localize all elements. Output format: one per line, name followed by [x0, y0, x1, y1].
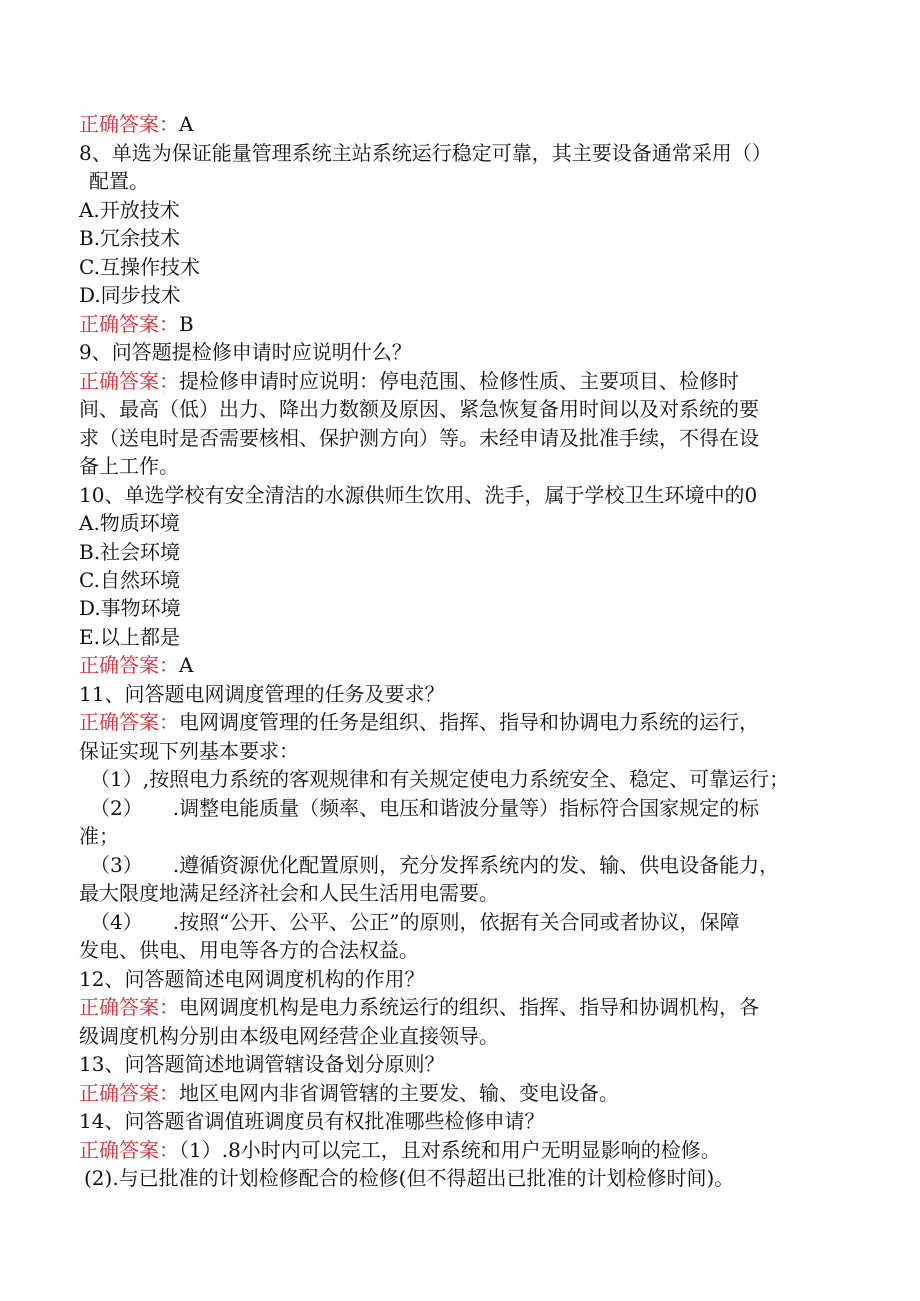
answer-text: 发电、供电、用电等各方的合法权益。: [79, 938, 419, 962]
answer-label: 正确答案：: [79, 112, 179, 136]
question-13: 13、问答题简述地调管辖设备划分原则？: [79, 1052, 445, 1076]
answer-text: 提检修申请时应说明：停电范围、检修性质、主要项目、检修时: [179, 369, 739, 393]
option-b: B.社会环境: [79, 540, 181, 564]
answer-text: 准；: [79, 824, 119, 848]
option-b: B.冗余技术: [79, 226, 181, 250]
answer-label: 正确答案：: [79, 312, 179, 336]
answer-label: 正确答案：: [79, 995, 179, 1019]
answer-line-q11: [79, 708, 759, 736]
answer-label: 正确答案：: [79, 653, 179, 677]
option-e: E.以上都是: [79, 625, 180, 649]
answer-item-2: （2） .调整电能质量（频率、电压和谐波分量等）指标符合国家规定的标: [90, 796, 760, 820]
option-c: C.互操作技术: [79, 255, 200, 279]
answer-item-1: （1）,按照电力系统的客观规律和有关规定使电力系统安全、稳定、可靠运行；: [90, 767, 790, 791]
option-d: D.事物环境: [79, 596, 181, 620]
answer-value: A: [179, 112, 194, 136]
question-8-continued: 配置。: [89, 169, 149, 193]
answer-label: 正确答案：: [79, 1138, 179, 1162]
answer-value: B: [179, 312, 194, 336]
answer-line-q8: [79, 310, 194, 338]
answer-text: 备上工作。: [79, 454, 179, 478]
answer-item-3: （3） .遵循资源优化配置原则，充分发挥系统内的发、输、供电设备能力，: [90, 853, 780, 877]
answer-line-q12: [79, 993, 759, 1021]
question-11: 11、问答题电网调度管理的任务及要求？: [79, 682, 445, 706]
answer-line-q10: [79, 651, 193, 679]
answer-text: 保证实现下列基本要求：: [79, 739, 299, 763]
answer-text: 最大限度地满足经济社会和人民生活用电需要。: [79, 881, 499, 905]
answer-text: （1）.8小时内可以完工，且对系统和用户无明显影响的检修。: [179, 1138, 721, 1162]
answer-item-4: （4） .按照“公开、公平、公正”的原则，依据有关合同或者协议，保障: [90, 910, 740, 934]
answer-text: 电网调度机构是电力系统运行的组织、指挥、指导和协调机构，各: [179, 995, 759, 1019]
answer-text: 求（送电时是否需要核相、保护测方向）等。未经申请及批准手续，不得在设: [79, 426, 759, 450]
question-9: 9、问答题提检修申请时应说明什么？: [79, 340, 412, 364]
answer-line-q9: [79, 367, 739, 395]
answer-line-q14: [79, 1136, 721, 1164]
answer-line-q13: [79, 1079, 619, 1107]
question-8: 8、单选为保证能量管理系统主站系统运行稳定可靠，其主要设备通常采用（）: [79, 141, 772, 165]
option-d: D.同步技术: [79, 283, 181, 307]
answer-text: 地区电网内非省调管辖的主要发、输、变电设备。: [179, 1081, 619, 1105]
option-a: A.物质环境: [79, 511, 180, 535]
answer-text: 级调度机构分别由本级电网经营企业直接领导。: [79, 1024, 499, 1048]
answer-text: 电网调度管理的任务是组织、指挥、指导和协调电力系统的运行，: [179, 710, 759, 734]
option-a: A.开放技术: [79, 198, 180, 222]
question-12: 12、问答题简述电网调度机构的作用？: [79, 967, 425, 991]
question-10: 10、单选学校有安全清洁的水源供师生饮用、洗手，属于学校卫生环境中的0: [79, 483, 758, 507]
answer-label: 正确答案：: [79, 369, 179, 393]
answer-line-q7: [79, 110, 193, 138]
question-14: 14、问答题省调值班调度员有权批准哪些检修申请？: [79, 1109, 545, 1133]
answer-text: 间、最高（低）出力、降出力数额及原因、紧急恢复备用时间以及对系统的要: [79, 397, 759, 421]
answer-label: 正确答案：: [79, 710, 179, 734]
option-c: C.自然环境: [79, 568, 180, 592]
answer-text: (2).与已批准的计划检修配合的检修(但不得超出已批准的计划检修时间)。: [84, 1166, 735, 1190]
answer-label: 正确答案：: [79, 1081, 179, 1105]
answer-value: A: [179, 653, 194, 677]
